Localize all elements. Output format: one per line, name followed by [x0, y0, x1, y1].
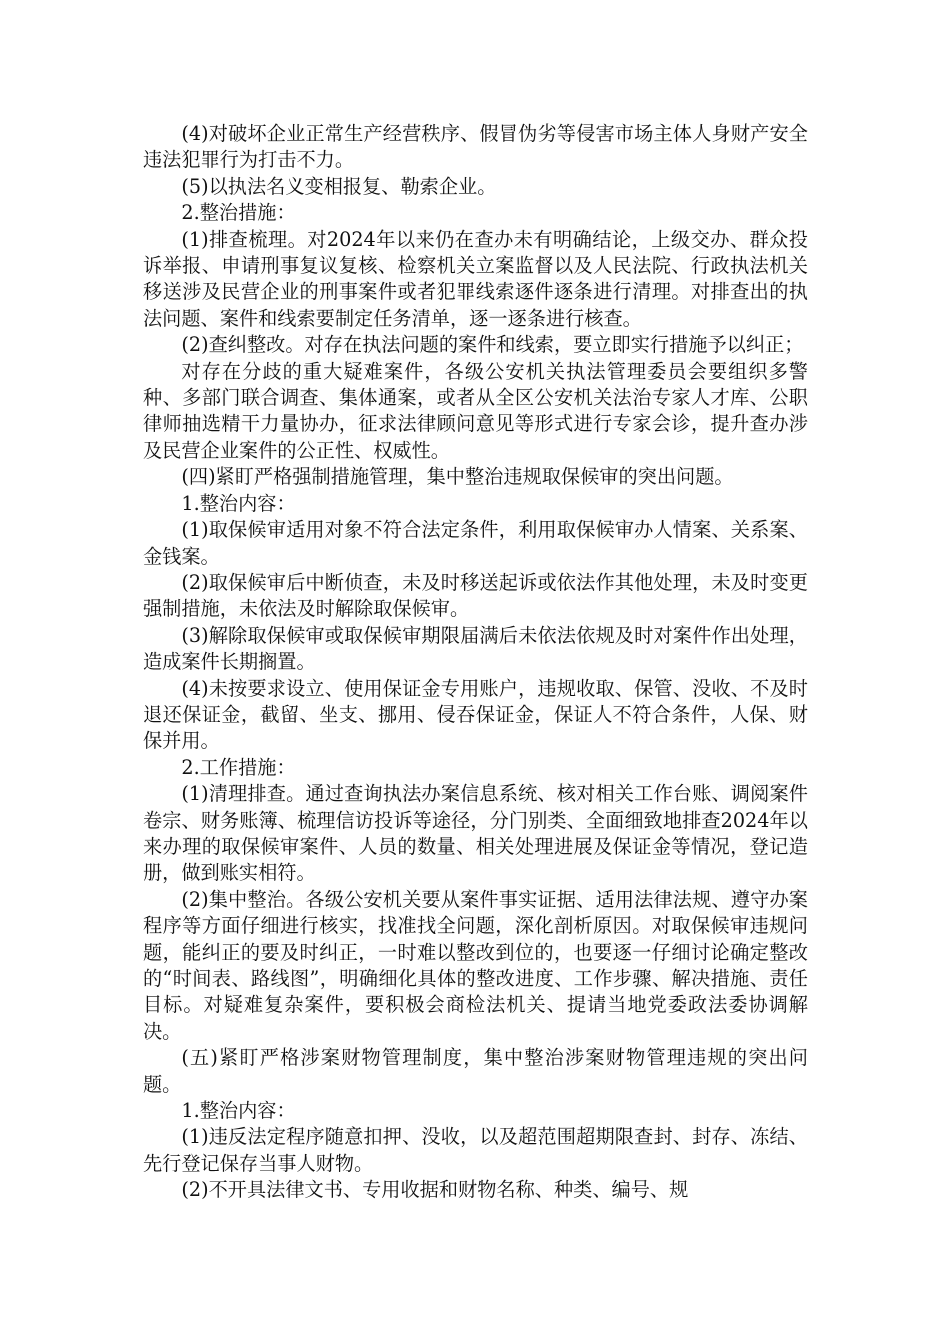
section-heading: 2.工作措施：	[181, 755, 296, 779]
paragraph: (3)解除取保候审或取保候审期限届满后未依法依规及时对案件作出处理，造成案件长期搁置。	[143, 623, 808, 674]
section-heading: 1.整治内容：	[181, 491, 296, 515]
paragraph: (4)对破坏企业正常生产经营秩序、假冒伪劣等侵害市场主体人身财产安全违法犯罪行为打击不力。	[143, 122, 808, 172]
paragraph: 对存在分歧的重大疑难案件，各级公安机关执法管理委员会要组织多警种、多部门联合调查、集体通案，或者从全区公安机关法治专家人才库、公职律师抽选精干力量协办，征求法律顾问意见等形式进行专家会诊，提升查办涉及民营企业案件的公正性、权威性。	[143, 359, 808, 462]
section-heading: 1.整治内容：	[181, 1099, 296, 1123]
paragraph: (2)取保候审后中断侦查，未及时移送起诉或依法作其他处理，未及时变更强制措施，未依法及时解除取保候审。	[143, 570, 808, 621]
paragraph: (1)排查梳理。对2024年以来仍在查办未有明确结论，上级交办、群众投诉举报、申请刑事复议复核、检察机关立案监督以及人民法院、行政执法机关移送涉及民营企业的刑事案件或者犯罪线索逐件逐条进行清理。对排查出的执法问题、案件和线索要制定任务清单，逐一逐条进行核查。	[143, 227, 808, 330]
paragraph: (1)违反法定程序随意扣押、没收，以及超范围超期限查封、封存、冻结、先行登记保存当事人财物。	[143, 1125, 808, 1175]
paragraph: (1)取保候审适用对象不符合法定条件，利用取保候审办人情案、关系案、金钱案。	[143, 518, 808, 568]
paragraph: (2)集中整治。各级公安机关要从案件事实证据、适用法律法规、遵守办案程序等方面仔细进行核实，找准找全问题，深化剖析原因。对取保候审违规问题，能纠正的要及时纠正，一时难以整改到位的，也要逐一仔细讨论确定整改的“时间表、路线图”，明确细化具体的整改进度、工作步骤、解决措施、责任目标。对疑难复杂案件，要积极会商检法机关、提请当地党委政法委协调解决。	[143, 887, 808, 1043]
section-heading: 2.整治措施：	[181, 201, 296, 225]
paragraph: (1)清理排查。通过查询执法办案信息系统、核对相关工作台账、调阅案件卷宗、财务账簿、梳理信访投诉等途径，分门别类、全面细致地排查2024年以来办理的取保候审案件、人员的数量、相关处理进展及保证金等情况，登记造册，做到账实相符。	[143, 782, 808, 885]
paragraph: (2)不开具法律文书、专用收据和财物名称、种类、编号、规	[181, 1178, 689, 1202]
document-page	[143, 121, 808, 1204]
paragraph: (4)未按要求设立、使用保证金专用账户，违规收取、保管、没收、不及时退还保证金，截留、坐支、挪用、侵吞保证金，保证人不符合条件，人保、财保并用。	[143, 676, 808, 753]
section-heading: (五)紧盯严格涉案财物管理制度，集中整治涉案财物管理违规的突出问题。	[143, 1046, 808, 1096]
paragraph: (2)查纠整改。对存在执法问题的案件和线索，要立即实行措施予以纠正；	[181, 333, 804, 357]
paragraph: (5)以执法名义变相报复、勒索企业。	[181, 174, 497, 198]
section-heading: (四)紧盯严格强制措施管理，集中整治违规取保候审的突出问题。	[181, 465, 734, 489]
